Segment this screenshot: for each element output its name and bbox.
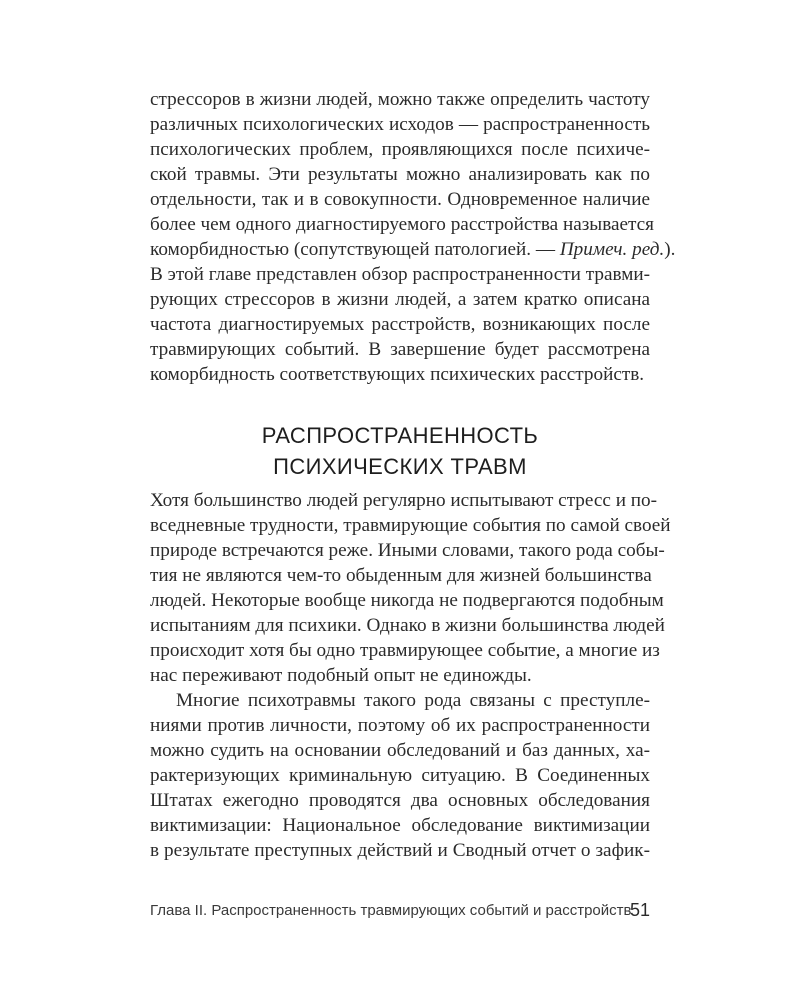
body-line: ской травмы. Эти результаты можно анализировать как по bbox=[150, 164, 650, 185]
body-line: происходит хотя бы одно травмирующее событие, а многие из bbox=[150, 640, 660, 661]
comorbidity-text: коморбидностью (сопутствующей патологией. — bbox=[150, 239, 560, 260]
body-line: Хотя большинство людей регулярно испытывают стресс и по- bbox=[150, 490, 658, 511]
body-line: вседневные трудности, травмирующие события по самой своей bbox=[150, 515, 671, 536]
body-line: более чем одного диагностируемого расстройства называется bbox=[150, 214, 654, 235]
body-line: в результате преступных действий и Сводный отчет о зафик- bbox=[150, 840, 650, 861]
page-number: 51 bbox=[629, 900, 650, 920]
section-heading-line-2: ПСИХИЧЕСКИХ ТРАВМ bbox=[273, 454, 527, 479]
body-line: можно судить на основании обследований и баз данных, ха- bbox=[150, 740, 650, 761]
body-line: тия не являются чем-то обыденным для жизней большинства bbox=[150, 565, 652, 586]
body-line: психологических проблем, проявляющихся после психиче- bbox=[150, 139, 650, 160]
body-line: людей. Некоторые вообще никогда не подвергаются подобным bbox=[150, 590, 664, 611]
comorbidity-end: ). bbox=[664, 239, 676, 260]
body-line: В этой главе представлен обзор распространенности травми- bbox=[150, 264, 650, 285]
body-line: Многие психотравмы такого рода связаны с преступле- bbox=[176, 690, 650, 711]
body-line: природе встречаются реже. Иными словами, такого рода собы- bbox=[150, 540, 665, 561]
body-line: Штатах ежегодно проводятся два основных обследования bbox=[150, 790, 650, 811]
body-line-comorbidity bbox=[150, 238, 676, 262]
body-line: частота диагностируемых расстройств, возникающих после bbox=[150, 314, 650, 335]
running-footer-chapter: Глава II. Распространенность травмирующих событий и расстройств bbox=[150, 902, 632, 919]
body-line: испытаниям для психики. Однако в жизни большинства людей bbox=[150, 615, 665, 636]
body-line: отдельности, так и в совокупности. Одновременное наличие bbox=[150, 189, 650, 210]
body-line: стрессоров в жизни людей, можно также определить частоту bbox=[150, 89, 650, 110]
body-line: рующих стрессоров в жизни людей, а затем кратко описана bbox=[150, 289, 650, 310]
editor-note: Примеч. ред. bbox=[559, 239, 665, 260]
body-line: нас переживают подобный опыт не единожды. bbox=[150, 665, 532, 686]
section-heading-line-1: РАСПРОСТРАНЕННОСТЬ bbox=[261, 423, 539, 448]
body-line: травмирующих событий. В завершение будет рассмотрена bbox=[150, 339, 650, 360]
body-line: виктимизации: Национальное обследование виктимизации bbox=[150, 815, 650, 836]
body-line: ниями против личности, поэтому об их распространенности bbox=[150, 715, 650, 736]
body-line: рактеризующих криминальную ситуацию. В Соединенных bbox=[150, 765, 650, 786]
body-line: коморбидность соответствующих психических расстройств. bbox=[150, 364, 645, 385]
body-line: различных психологических исходов — распространенность bbox=[150, 114, 650, 135]
